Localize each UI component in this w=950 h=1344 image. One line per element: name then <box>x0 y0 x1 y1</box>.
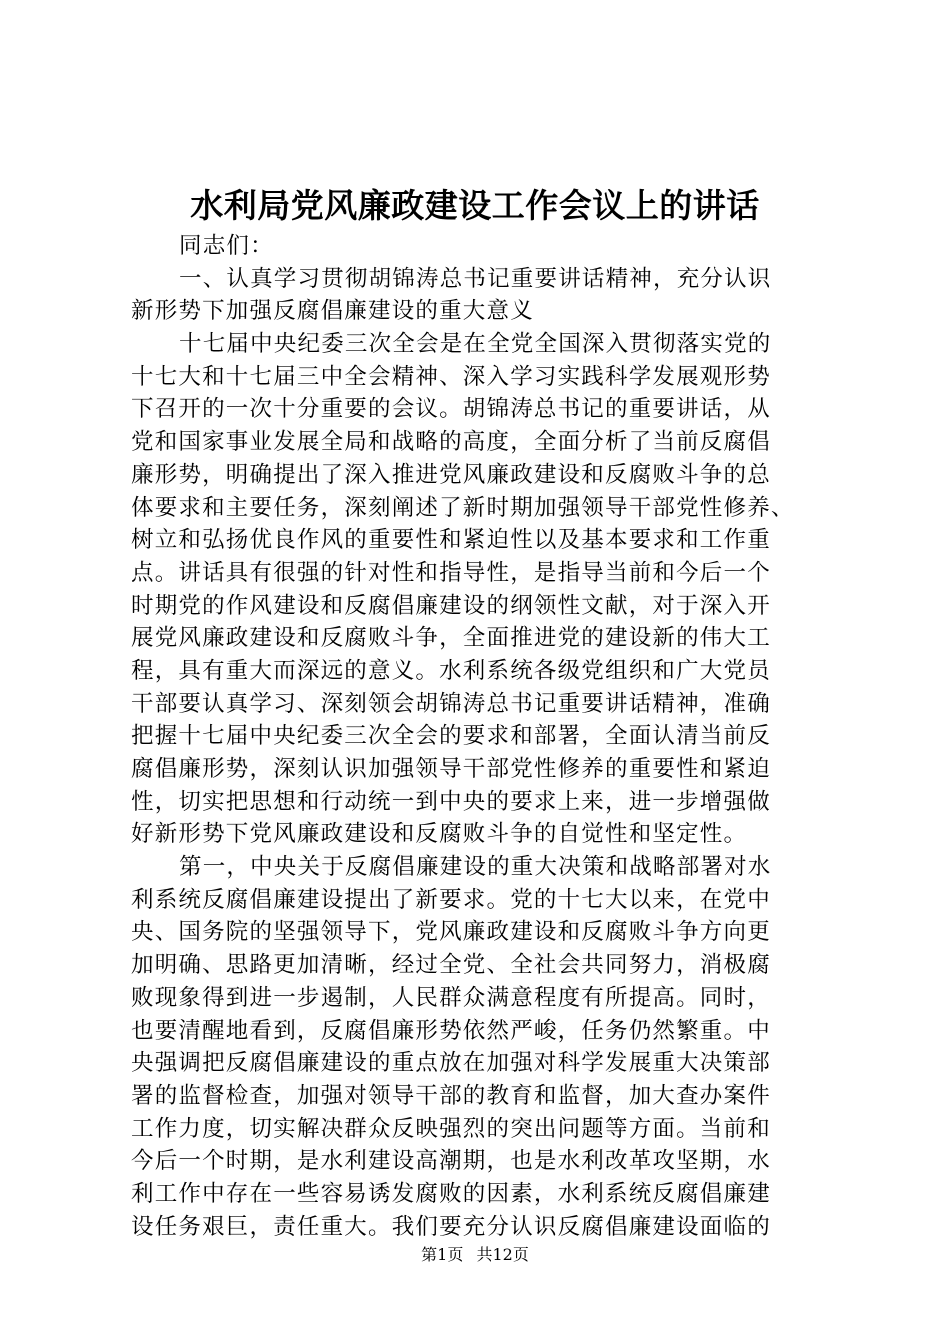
text-line: 树立和弘扬优良作风的重要性和紧迫性以及基本要求和工作重 <box>131 527 771 554</box>
text-line: 下召开的一次十分重要的会议。胡锦涛总书记的重要讲话，从 <box>131 396 771 423</box>
text-line: 十七大和十七届三中全会精神、深入学习实践科学发展观形势 <box>131 363 771 390</box>
text-line: 利系统反腐倡廉建设提出了新要求。党的十七大以来，在党中 <box>131 886 771 913</box>
text-line: 点。讲话具有很强的针对性和指导性，是指导当前和今后一个 <box>131 559 771 586</box>
page-number: 第1页 <box>421 1245 464 1264</box>
text-line: 好新形势下党风廉政建设和反腐败斗争的自觉性和坚定性。 <box>131 821 748 848</box>
text-line: 一、认真学习贯彻胡锦涛总书记重要讲话精神，充分认识 <box>179 265 772 292</box>
document-body <box>131 230 841 1243</box>
text-line: 也要清醒地看到，反腐倡廉形势依然严峻，任务仍然繁重。中 <box>131 1017 771 1044</box>
text-line: 性，切实把思想和行动统一到中央的要求上来，进一步增强做 <box>131 788 771 815</box>
text-line: 今后一个时期，是水利建设高潮期，也是水利改革攻坚期，水 <box>131 1148 771 1175</box>
text-line: 利工作中存在一些容易诱发腐败的因素，水利系统反腐倡廉建 <box>131 1180 771 1207</box>
text-line: 展党风廉政建设和反腐败斗争，全面推进党的建设新的伟大工 <box>131 625 771 652</box>
text-line: 党和国家事业发展全局和战略的高度，全面分析了当前反腐倡 <box>131 429 771 456</box>
text-line: 署的监督检查，加强对领导干部的教育和监督，加大查办案件 <box>131 1082 771 1109</box>
page-total: 共12页 <box>476 1245 529 1264</box>
page-footer <box>0 1245 950 1265</box>
text-line: 干部要认真学习、深刻领会胡锦涛总书记重要讲话精神，准确 <box>131 690 771 717</box>
text-line: 程，具有重大而深远的意义。水利系统各级党组织和广大党员 <box>131 657 771 684</box>
text-line: 把握十七届中央纪委三次全会的要求和部署，全面认清当前反 <box>131 723 771 750</box>
text-line: 十七届中央纪委三次全会是在全党全国深入贯彻落实党的 <box>179 331 772 358</box>
text-line: 新形势下加强反腐倡廉建设的重大意义 <box>131 298 534 325</box>
text-line: 腐倡廉形势，深刻认识加强领导干部党性修养的重要性和紧迫 <box>131 756 771 782</box>
text-line: 廉形势，明确提出了深入推进党风廉政建设和反腐败斗争的总 <box>131 461 771 488</box>
text-line: 败现象得到进一步遏制，人民群众满意程度有所提高。同时， <box>131 984 771 1011</box>
text-line: 工作力度，切实解决群众反映强烈的突出问题等方面。当前和 <box>131 1115 771 1142</box>
text-line: 央、国务院的坚强领导下，党风廉政建设和反腐败斗争方向更 <box>131 919 771 946</box>
document-title: 水利局党风廉政建设工作会议上的讲话 <box>190 186 760 225</box>
text-line: 时期党的作风建设和反腐倡廉建设的纲领性文献，对于深入开 <box>131 592 771 619</box>
text-line: 同志们： <box>179 233 274 259</box>
text-line: 第一，中央关于反腐倡廉建设的重大决策和战略部署对水 <box>179 854 772 881</box>
text-line: 加明确、思路更加清晰，经过全党、全社会共同努力，消极腐 <box>131 952 771 979</box>
text-line: 设任务艰巨，责任重大。我们要充分认识反腐倡廉建设面临的 <box>131 1213 771 1240</box>
text-line: 体要求和主要任务，深刻阐述了新时期加强领导干部党性修养、 <box>131 494 795 521</box>
text-line: 央强调把反腐倡廉建设的重点放在加强对科学发展重大决策部 <box>131 1050 771 1077</box>
